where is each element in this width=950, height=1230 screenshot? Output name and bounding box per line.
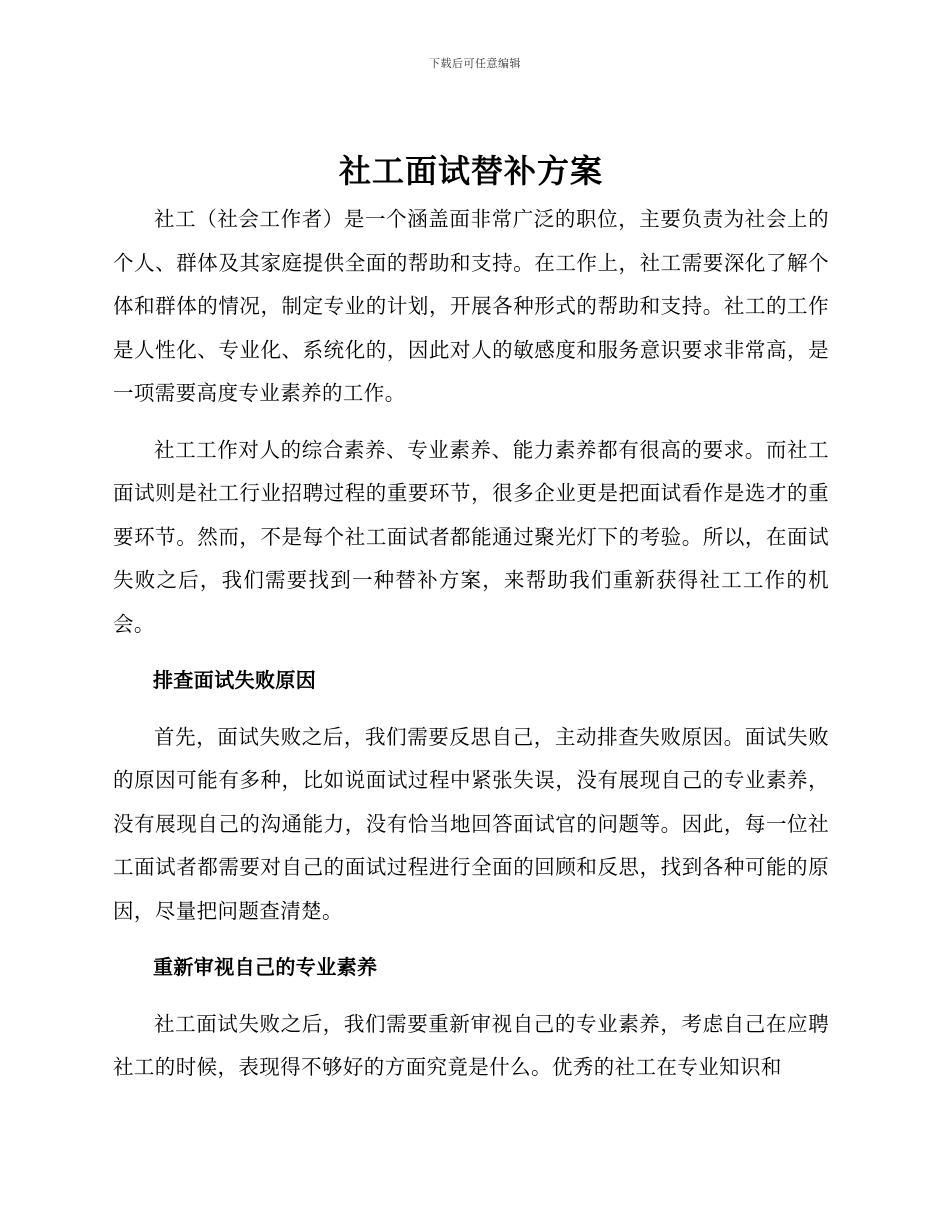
- header-note: 下载后可任意编辑: [429, 57, 521, 70]
- section-heading-failure-causes: 排查面试失败原因: [153, 668, 317, 692]
- section-heading-professional-quality: 重新审视自己的专业素养: [153, 955, 378, 979]
- intro-paragraph-2: 社工工作对人的综合素养、专业素养、能力素养都有很高的要求。而社工面试则是社工行业招聘过程的重要环节，很多企业更是把面试看作是选才的重要环节。然而，不是每个社工面试者都能通过聚光灯下的考验。所以，在面试失败之后，我们需要找到一种替补方案，来帮助我们重新获得社工工作的机会。: [113, 437, 829, 636]
- document-title: 社工面试替补方案: [338, 152, 603, 190]
- section-paragraph-professional-quality: 社工面试失败之后，我们需要重新审视自己的专业素养，考虑自己在应聘社工的时候，表现得不够好的方面究竟是什么。优秀的社工在专业知识和: [113, 1011, 829, 1079]
- document-body: [113, 148, 829, 1103]
- intro-paragraph-1: 社工（社会工作者）是一个涵盖面非常广泛的职位，主要负责为社会上的个人、群体及其家庭提供全面的帮助和支持。在工作上，社工需要深化了解个体和群体的情况，制定专业的计划，开展各种形式的帮助和支持。社工的工作是人性化、专业化、系统化的，因此对人的敏感度和服务意识要求非常高，是一项需要高度专业素养的工作。: [113, 207, 829, 405]
- section-paragraph-failure-causes: 首先，面试失败之后，我们需要反思自己，主动排查失败原因。面试失败的原因可能有多种，比如说面试过程中紧张失误，没有展现自己的专业素养，没有展现自己的沟通能力，没有恰当地回答面试官的问题等。因此，每一位社工面试者都需要对自己的面试过程进行全面的回顾和反思，找到各种可能的原因，尽量把问题查清楚。: [113, 724, 829, 923]
